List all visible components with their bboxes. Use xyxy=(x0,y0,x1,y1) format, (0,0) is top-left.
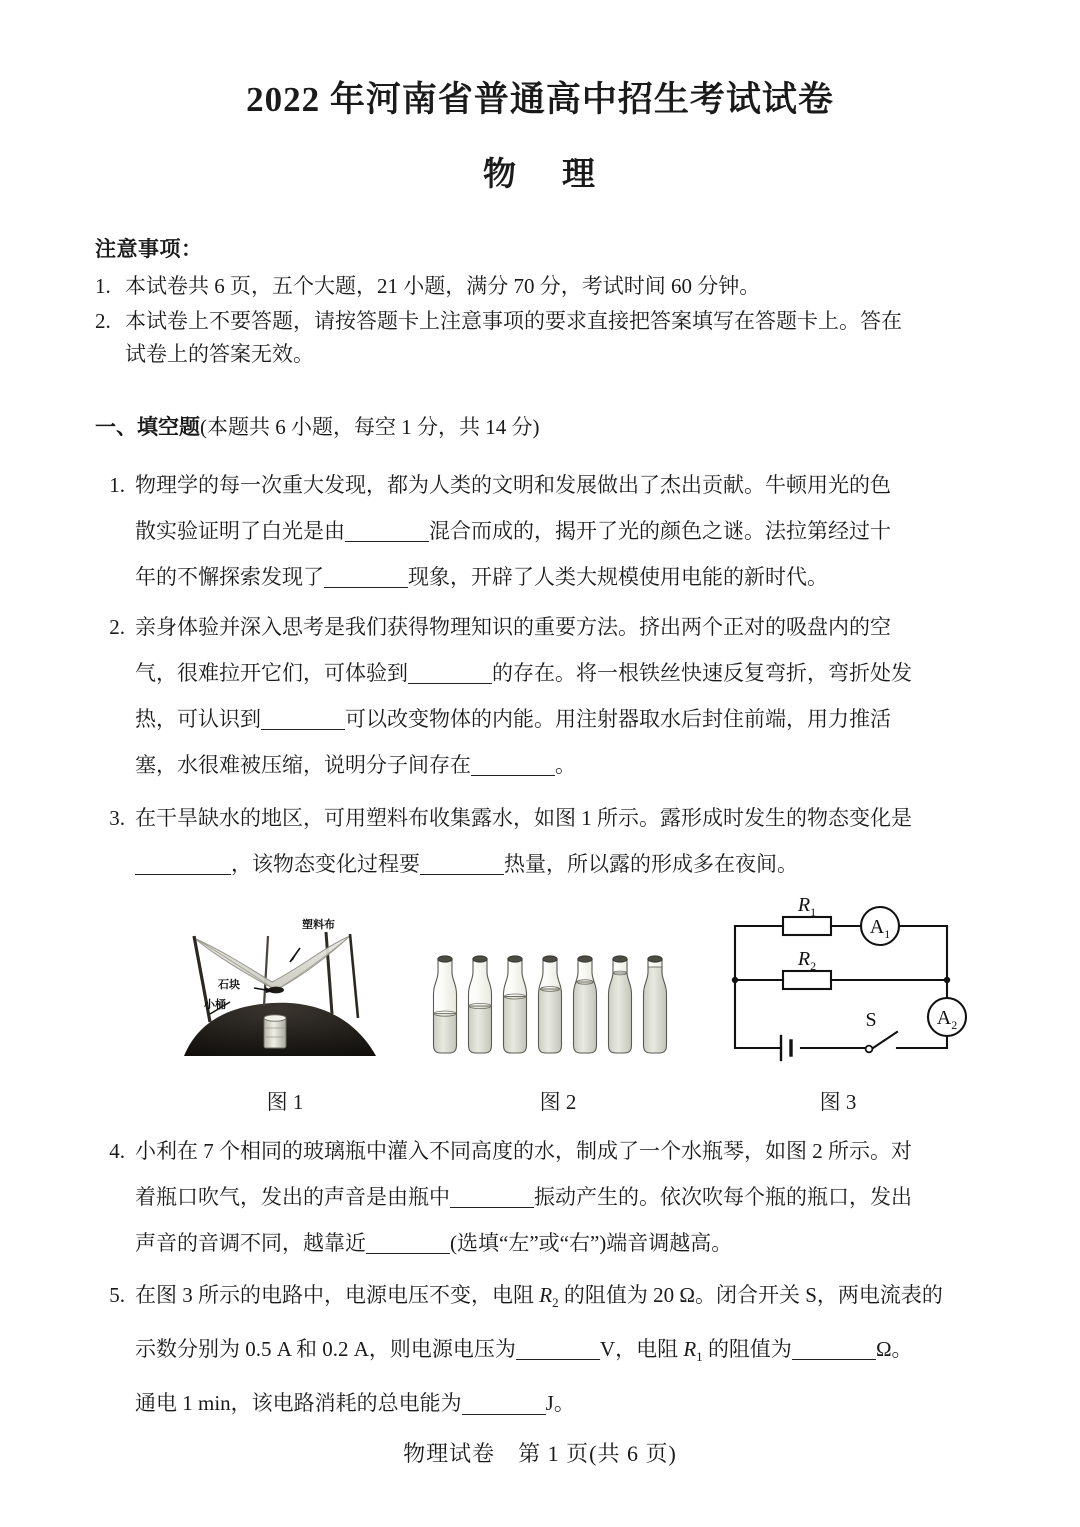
subject-char-left: 物 xyxy=(483,157,518,193)
bottle-3 xyxy=(502,956,530,1057)
question-4-line-2-pre: 着瓶口吹气，发出的声音是由瓶中 xyxy=(135,1185,450,1209)
answer-blank-4-2[interactable] xyxy=(366,1231,450,1254)
question-4-number: 4. xyxy=(109,1139,125,1163)
question-1-line-1: 物理学的每一次重大发现，都为人类的文明和发展做出了杰出贡献。牛顿用光的色 xyxy=(135,473,891,497)
question-3-line-2-mid: ，该物态变化过程要 xyxy=(231,852,420,876)
label-r2: R2 xyxy=(797,948,817,973)
question-2 xyxy=(95,604,995,788)
question-2-line-3-post: 可以改变物体的内能。用注射器取水后封住前端，用力推活 xyxy=(345,707,891,731)
question-4-line-3 xyxy=(135,1220,995,1266)
notice-item-1-number: 1. xyxy=(95,274,111,298)
question-3-line-1: 在干旱缺水的地区，可用塑料布收集露水，如图 1 所示。露形成时发生的物态变化是 xyxy=(135,806,912,830)
question-5-line-3-pre: 通电 1 min，该电路消耗的总电能为 xyxy=(135,1391,462,1416)
support-pole-right-back xyxy=(326,932,332,1014)
question-4-line-2 xyxy=(135,1174,995,1220)
question-2-line-3 xyxy=(135,696,995,742)
notice-item-2-line-2: 试卷上的答案无效。 xyxy=(125,342,314,366)
question-5-line-3 xyxy=(135,1380,995,1426)
question-5-line-3-post: J。 xyxy=(545,1391,575,1416)
question-5-line-1-pre: 在图 3 所示的电路中，电源电压不变，电阻 xyxy=(135,1283,540,1307)
question-2-text xyxy=(135,604,995,788)
question-4-line-3-pre: 声音的音调不同，越靠近 xyxy=(135,1231,366,1255)
bottle-1 xyxy=(432,956,460,1056)
answer-blank-5-2[interactable] xyxy=(792,1337,876,1360)
question-4-line-2-post: 振动产生的。依次吹每个瓶的瓶口，发出 xyxy=(534,1185,912,1209)
figure-2-bottle-xylophone xyxy=(430,950,680,1065)
page-footer: 物理试卷 第 1 页(共 6 页) xyxy=(403,1441,677,1466)
question-2-line-2-pre: 气，很难拉开它们，可体验到 xyxy=(135,661,408,685)
figure-1-label-stone: 石块 xyxy=(218,979,240,991)
sheet-leader-line xyxy=(290,948,300,962)
answer-blank-2-2[interactable] xyxy=(261,707,345,730)
question-2-line-2-post: 的存在。将一根铁丝快速反复弯折，弯折处发 xyxy=(492,661,912,685)
figure-1-label-sheet: 塑料布 xyxy=(302,919,335,931)
notice-item-1 xyxy=(95,270,995,303)
figure-1-caption: 图 1 xyxy=(266,1090,304,1114)
switch-pivot xyxy=(866,1046,873,1053)
bottle-7 xyxy=(642,956,670,1057)
bottle-4 xyxy=(537,956,565,1057)
question-5-var-r2: R xyxy=(539,1283,553,1307)
question-5-text xyxy=(135,1272,995,1426)
bottle-6 xyxy=(607,956,635,1057)
notice-item-2-text xyxy=(125,305,995,371)
question-1-line-3-post: 现象，开辟了人类大规模使用电能的新时代。 xyxy=(408,565,828,589)
answer-blank-5-3[interactable] xyxy=(462,1392,546,1415)
figure-3-svg xyxy=(715,898,995,1083)
question-4 xyxy=(95,1128,995,1266)
question-5-var-r1: R xyxy=(683,1337,697,1362)
question-5-sub-1: 1 xyxy=(696,1349,703,1365)
question-1-line-3 xyxy=(135,554,995,600)
question-1-line-2-pre: 散实验证明了白光是由 xyxy=(135,519,345,543)
figure-3-caption: 图 3 xyxy=(819,1090,857,1114)
question-1-line-2 xyxy=(135,508,995,554)
resistor-r1-box xyxy=(783,917,831,935)
section-heading-label: 一、填空题 xyxy=(95,415,200,439)
figure-2-caption: 图 2 xyxy=(539,1090,577,1114)
question-5-line-2-pre: 示数分别为 0.5 A 和 0.2 A，则电源电压为 xyxy=(135,1337,516,1362)
bottle-group xyxy=(432,956,670,1057)
support-pole-right xyxy=(350,934,358,1018)
question-1-text xyxy=(135,462,995,600)
support-pole-back xyxy=(264,936,268,1006)
question-1 xyxy=(95,462,995,600)
question-3-line-2-post: 热量，所以露的形成多在夜间。 xyxy=(504,852,798,876)
question-3-number: 3. xyxy=(109,806,125,830)
notice-item-2-line-1: 本试卷上不要答题，请按答题卡上注意事项的要求直接把答案填写在答题卡上。答在 xyxy=(125,309,902,333)
answer-blank-1-2[interactable] xyxy=(324,565,408,588)
answer-blank-2-1[interactable] xyxy=(408,661,492,684)
answer-blank-3-1[interactable] xyxy=(135,852,231,875)
question-2-line-4-pre: 塞，水很难被压缩，说明分子间存在 xyxy=(135,753,471,777)
figure-1-dew-collection xyxy=(180,910,380,1060)
section-heading-detail: (本题共 6 小题，每空 1 分，共 14 分) xyxy=(200,415,540,439)
question-4-line-1: 小利在 7 个相同的玻璃瓶中灌入不同高度的水，制成了一个水瓶琴，如图 2 所示。对 xyxy=(135,1139,912,1163)
question-2-line-4 xyxy=(135,742,995,788)
figure-1-svg xyxy=(180,910,380,1060)
answer-blank-1-1[interactable] xyxy=(345,519,429,542)
figure-3-circuit xyxy=(715,898,995,1083)
notice-item-2 xyxy=(95,305,995,371)
label-r1: R1 xyxy=(797,898,817,919)
resistor-r2-box xyxy=(783,971,831,989)
question-1-line-2-post: 混合而成的，揭开了光的颜色之谜。法拉第经过十 xyxy=(429,519,891,543)
figure-2-svg xyxy=(430,950,680,1065)
question-1-line-3-pre: 年的不懈探索发现了 xyxy=(135,565,324,589)
question-3-text xyxy=(135,795,995,887)
question-5-line-1-post: 的阻值为 20 Ω。闭合开关 S，两电流表的 xyxy=(558,1283,943,1307)
question-3 xyxy=(95,795,995,887)
question-5 xyxy=(95,1272,995,1426)
question-5-number: 5. xyxy=(109,1283,125,1307)
notice-heading: 注意事项： xyxy=(95,237,203,261)
answer-blank-3-2[interactable] xyxy=(420,852,504,875)
subject-char-right: 理 xyxy=(562,157,597,193)
question-2-line-4-post: 。 xyxy=(555,753,576,777)
switch-lever xyxy=(873,1032,897,1048)
question-4-text xyxy=(135,1128,995,1266)
page-title: 2022 年河南省普通高中招生考试试卷 xyxy=(246,80,834,119)
label-switch: S xyxy=(865,1009,877,1031)
notice-item-1-text: 本试卷共 6 页，五个大题，21 小题，满分 70 分，考试时间 60 分钟。 xyxy=(125,274,761,298)
notice-item-2-number: 2. xyxy=(95,309,111,333)
label-a1: A1 xyxy=(869,916,891,941)
bottle-5 xyxy=(572,956,600,1057)
figure-1-label-bucket: 小桶 xyxy=(204,999,226,1011)
junction-dot-right xyxy=(944,977,950,983)
question-5-line-1 xyxy=(135,1272,995,1326)
question-5-line-2-mid: V，电阻 xyxy=(599,1337,684,1362)
question-5-line-2-post: Ω。 xyxy=(875,1337,913,1362)
answer-blank-4-1[interactable] xyxy=(450,1185,534,1208)
question-4-line-3-post: (选填“左”或“右”)端音调越高。 xyxy=(450,1231,733,1255)
answer-blank-2-3[interactable] xyxy=(471,753,555,776)
question-2-line-3-pre: 热，可认识到 xyxy=(135,707,261,731)
section-heading xyxy=(95,411,540,441)
question-5-sub-2: 2 xyxy=(552,1295,559,1311)
question-5-line-2 xyxy=(135,1326,995,1380)
bottle-2 xyxy=(467,956,495,1056)
subject-title xyxy=(0,148,1080,195)
junction-dot-left xyxy=(732,977,738,983)
bucket xyxy=(264,1015,286,1048)
answer-blank-5-1[interactable] xyxy=(516,1337,600,1360)
question-2-line-2 xyxy=(135,650,995,696)
notice-list xyxy=(95,270,995,373)
question-2-line-1: 亲身体验并深入思考是我们获得物理知识的重要方法。挤出两个正对的吸盘内的空 xyxy=(135,615,891,639)
question-2-number: 2. xyxy=(109,615,125,639)
question-1-number: 1. xyxy=(109,473,125,497)
label-a2: A2 xyxy=(936,1007,958,1032)
question-3-line-2 xyxy=(135,841,995,887)
question-5-line-2-mid2: 的阻值为 xyxy=(702,1337,792,1362)
